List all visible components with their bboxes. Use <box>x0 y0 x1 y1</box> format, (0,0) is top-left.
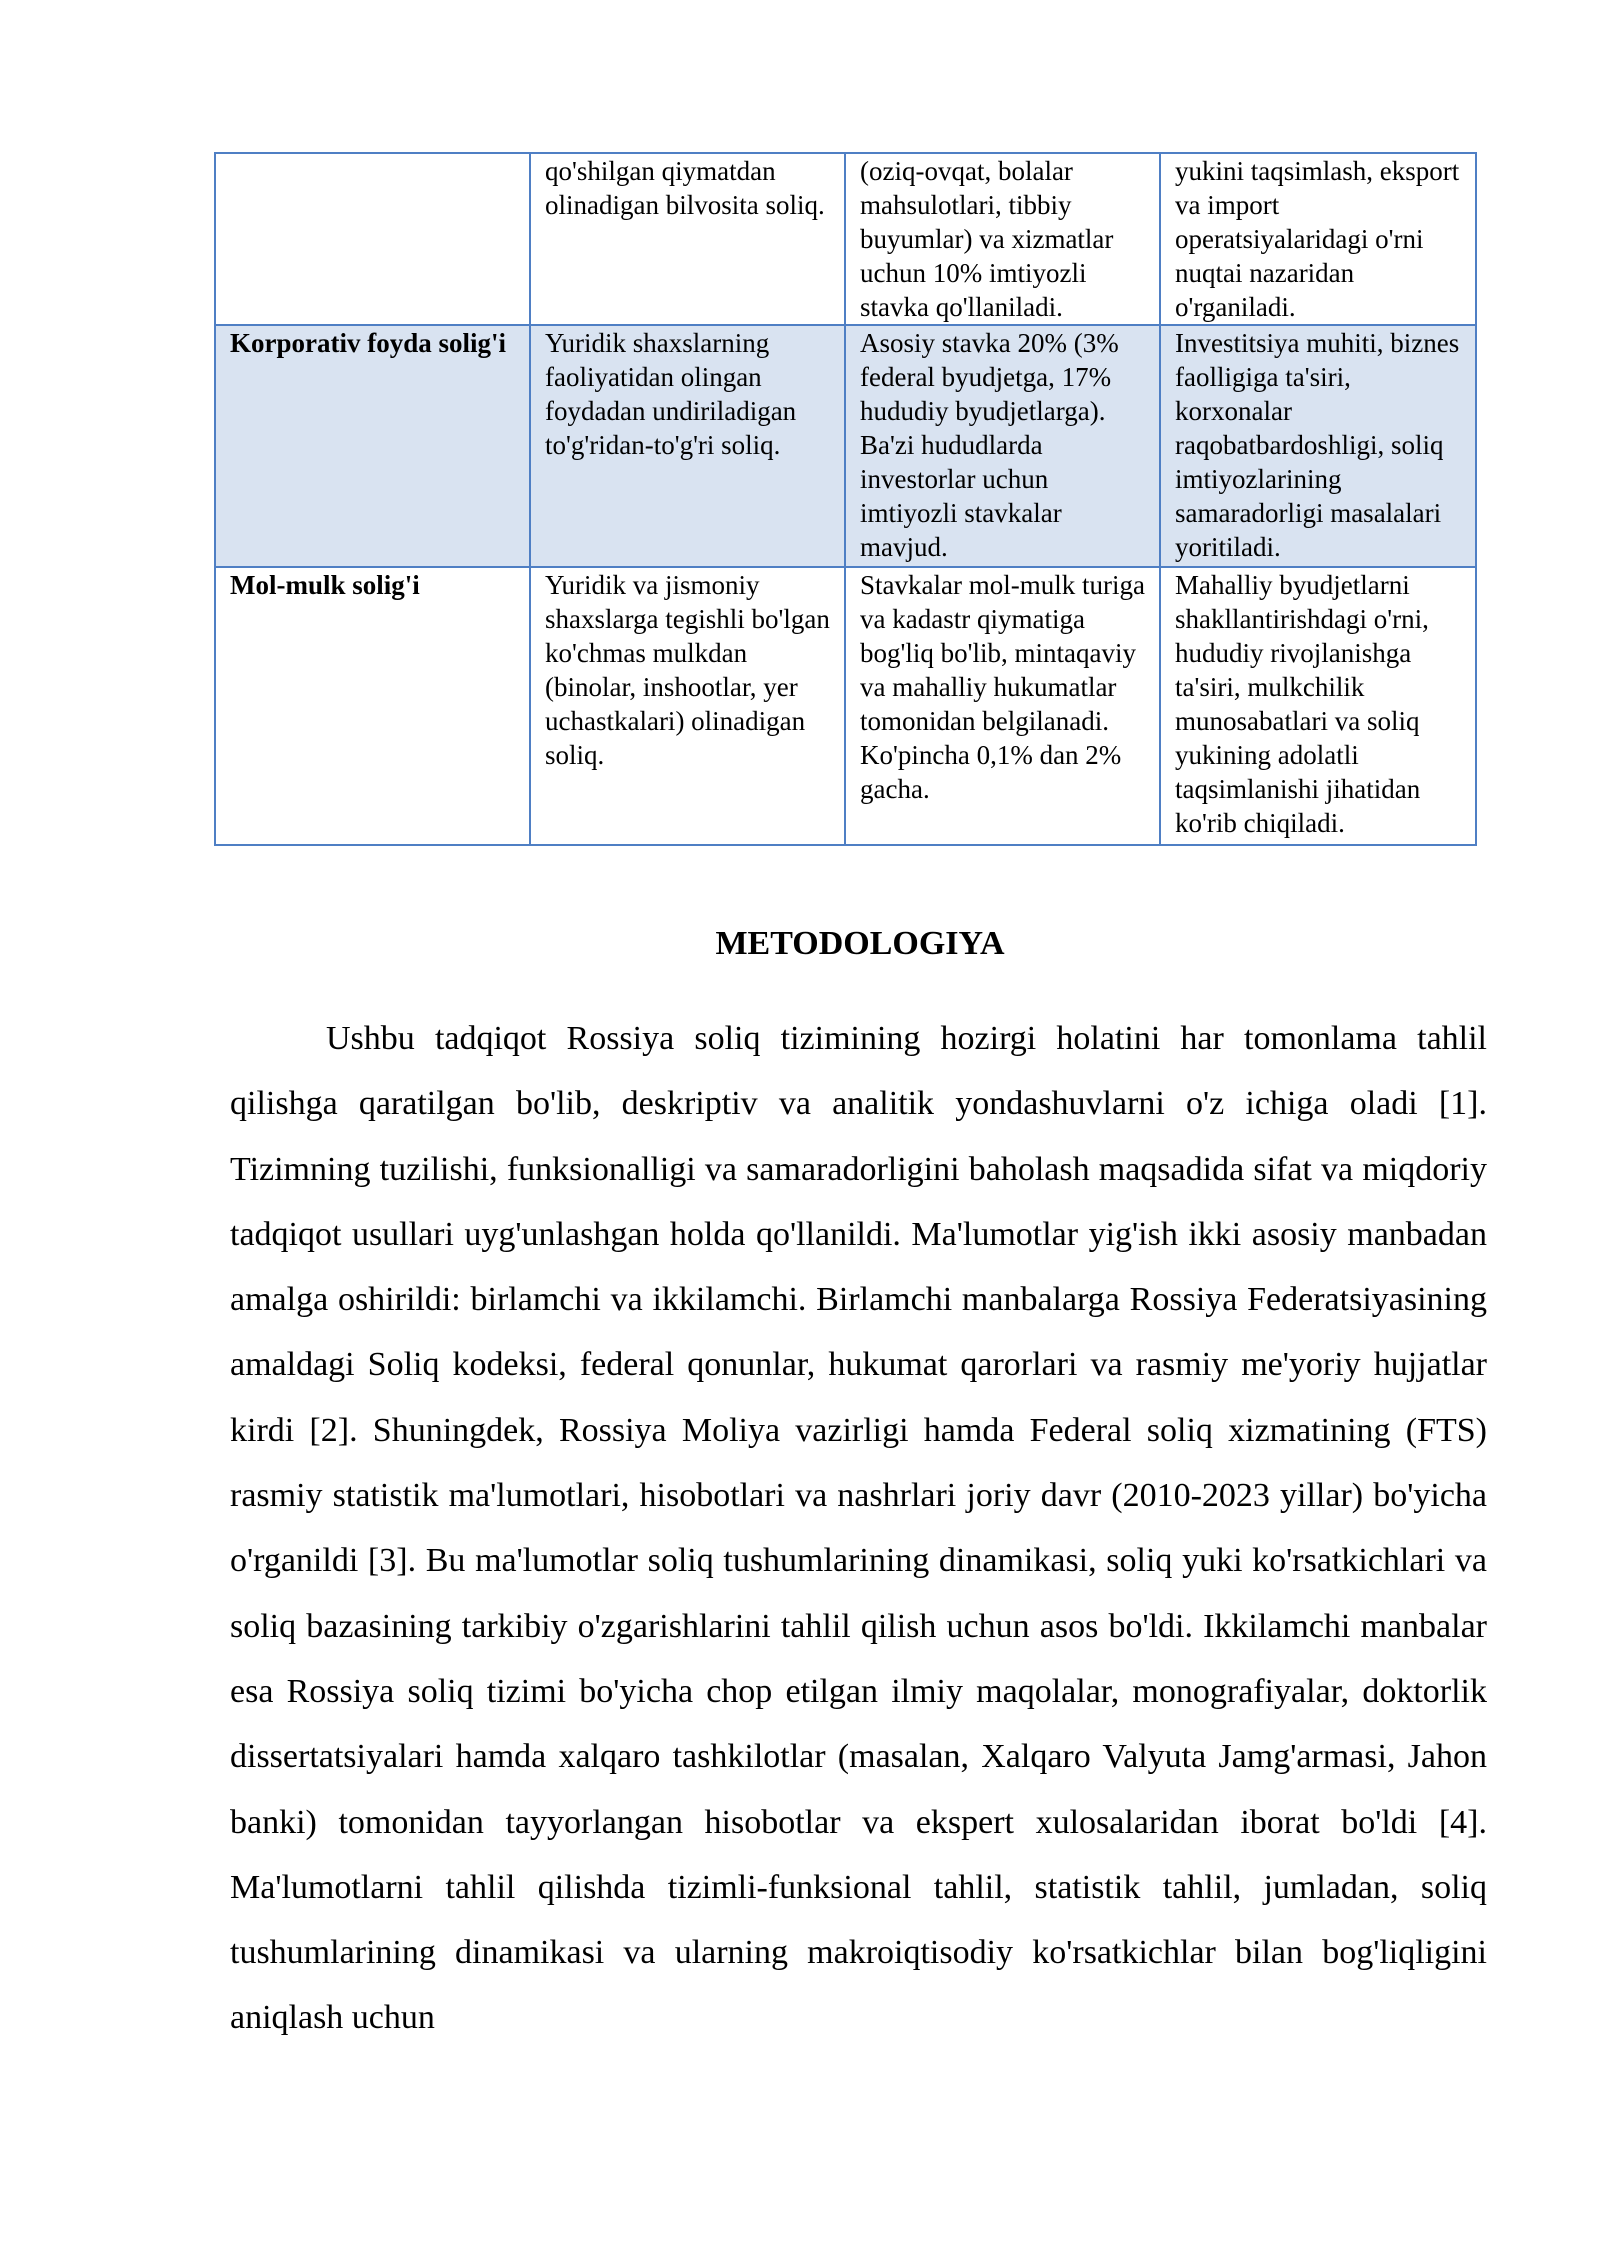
tax-definition-cell: Yuridik shaxslarning faoliyatidan olingan foydadan undiriladigan to'g'ridan-to'g'ri soliq. <box>530 325 845 567</box>
body-paragraph: Ushbu tadqiqot Rossiya soliq tizimining hozirgi holatini har tomonlama tahlil qilishga qaratilgan bo'lib, deskriptiv va analitik yondashuvlarni o'z ichiga oladi [1]. Tizimning tuzilishi, funksionalligi va samaradorligini baholash maqsadida sifat va miqdoriy tadqiqot usullari uyg'unlashgan holda qo'llanildi. Ma'lumotlar yig'ish ikki asosiy manbadan amalga oshirildi: birlamchi va ikkilamchi. Birlamchi manbalarga Rossiya Federatsiyasining amaldagi Soliq kodeksi, federal qonunlar, hukumat qarorlari va rasmiy me'yoriy hujjatlar kirdi [2]. Shuningdek, Rossiya Moliya vazirligi hamda Federal soliq xizmatining (FTS) rasmiy statistik ma'lumotlari, hisobotlari va nashrlari joriy davr (2010-2023 yillar) bo'yicha o'rganildi [3]. Bu ma'lumotlar soliq tushumlarining dinamikasi, soliq yuki ko'rsatkichlari va soliq bazasining tarkibiy o'zgarishlarini tahlil qilish uchun asos bo'ldi. Ikkilamchi manbalar esa Rossiya soliq tizimi bo'yicha chop etilgan ilmiy maqolalar, monografiyalar, doktorlik dissertatsiyalari hamda xalqaro tashkilotlar (masalan, Xalqaro Valyuta Jamg'armasi, Jahon banki) tomonidan tayyorlangan hisobotlar va ekspert xulosalaridan iborat bo'ldi [4]. Ma'lumotlarni tahlil qilishda tizimli-funksional tahlil, statistik tahlil, jumladan, soliq tushumlarining dinamikasi va ularning makroiqtisodiy ko'rsatkichlar bilan bog'liqligini aniqlash uchun <box>230 1020 1487 2037</box>
table-row <box>215 325 1476 567</box>
table-row <box>215 567 1476 845</box>
tax-significance-cell: Investitsiya muhiti, biznes faolligiga ta'siri, korxonalar raqobatbardoshligi, soliq imtiyozlarining samaradorligi masalalari yoritiladi. <box>1160 325 1476 567</box>
tax-significance-cell: yukini taqsimlash, eksport va import operatsiyalaridagi o'rni nuqtai nazaridan o'rganiladi. <box>1160 153 1476 325</box>
tax-definition-cell: Yuridik va jismoniy shaxslarga tegishli bo'lgan ko'chmas mulkdan (binolar, inshootlar, yer uchastkalari) olinadigan soliq. <box>530 567 845 845</box>
tax-definition-cell: qo'shilgan qiymatdan olinadigan bilvosita soliq. <box>530 153 845 325</box>
tax-rates-cell: (oziq-ovqat, bolalar mahsulotlari, tibbiy buyumlar) va xizmatlar uchun 10% imtiyozli stavka qo'llaniladi. <box>845 153 1160 325</box>
tax-rates-cell: Asosiy stavka 20% (3% federal byudjetga, 17% hududiy byudjetlarga). Ba'zi hududlarda investorlar uchun imtiyozli stavkalar mavjud. <box>845 325 1160 567</box>
section-heading: METODOLOGIYA <box>715 925 1005 962</box>
tax-name-cell: Korporativ foyda solig'i <box>215 325 530 567</box>
table-row <box>215 153 1476 325</box>
tax-name-cell: Mol-mulk solig'i <box>215 567 530 845</box>
tax-rates-cell: Stavkalar mol-mulk turiga va kadastr qiymatiga bog'liq bo'lib, mintaqaviy va mahalliy hukumatlar tomonidan belgilanadi. Ko'pincha 0,1% dan 2% gacha. <box>845 567 1160 845</box>
tax-table <box>214 152 1477 846</box>
tax-name-cell <box>215 153 530 325</box>
tax-significance-cell: Mahalliy byudjetlarni shakllantirishdagi o'rni, hududiy rivojlanishga ta'siri, mulkchilik munosabatlari va soliq yukining adolatli taqsimlanishi jihatidan ko'rib chiqiladi. <box>1160 567 1476 845</box>
